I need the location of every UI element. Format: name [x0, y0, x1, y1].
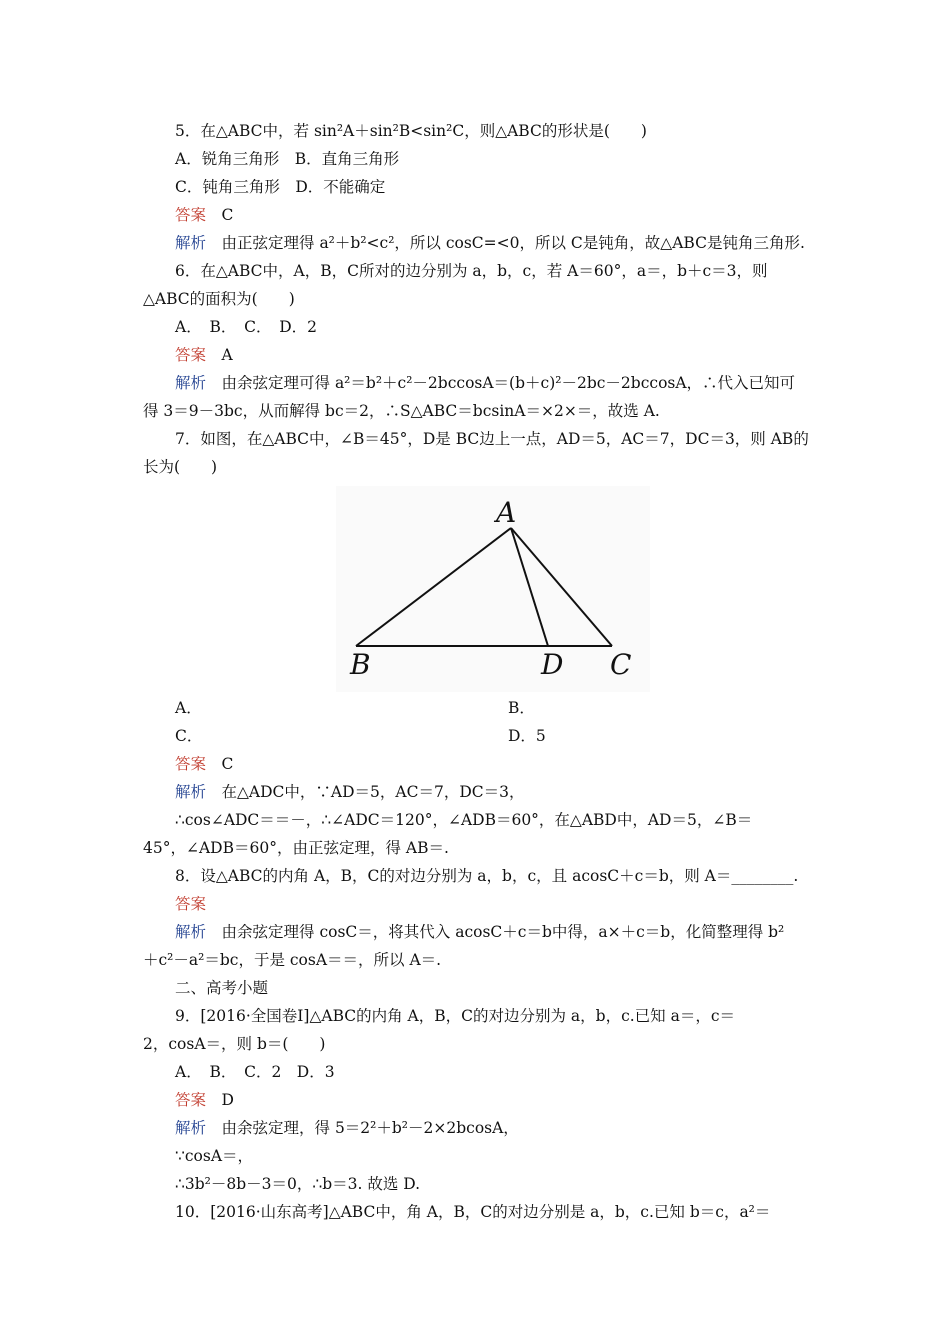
answer-label: 答案	[175, 346, 207, 364]
analysis-text: 由余弦定理，得 5＝2²＋b²－2×2bcosA，	[206, 1119, 519, 1137]
side-ac	[511, 528, 612, 646]
q8-answer	[175, 894, 206, 914]
q9-stem-cont: 2，cosA＝，则 b＝( )	[143, 1035, 326, 1053]
q6-stem-cont: △ABC的面积为( )	[143, 290, 295, 308]
q9-analysis-cont2: ∴3b²－8b－3＝0，∴b＝3. 故选 D.	[175, 1175, 421, 1193]
analysis-label: 解析	[175, 1119, 207, 1137]
q7-analysis-cont1: ∴cos∠ADC＝＝－，∴∠ADC＝120°，∠ADB＝60°，在△ABD中，AD＝5，∠B＝	[175, 811, 753, 829]
q5-answer	[175, 205, 233, 225]
q8-analysis	[175, 922, 784, 942]
analysis-label: 解析	[175, 374, 207, 392]
vertex-label-b: B	[350, 648, 371, 681]
answer-value: A	[206, 346, 233, 364]
q7-analysis-cont2: 45°，∠ADB＝60°，由正弦定理，得 AB＝.	[143, 839, 449, 857]
triangle-diagram	[336, 486, 650, 692]
q6-analysis	[175, 373, 795, 393]
analysis-text: 由余弦定理可得 a²＝b²＋c²－2bccosA＝(b＋c)²－2bc－2bccosA，∴代入已知可	[206, 374, 796, 392]
q5-stem: 5．在△ABC中，若 sin²A＋sin²B<sin²C，则△ABC的形状是( )	[175, 122, 647, 140]
analysis-label: 解析	[175, 783, 207, 801]
q7-option-d: D．5	[508, 727, 546, 745]
answer-value: D	[206, 1091, 234, 1109]
q5-analysis	[175, 233, 805, 253]
q7-stem-cont: 长为( )	[143, 458, 218, 476]
q7-analysis	[175, 782, 524, 802]
point-label-d: D	[541, 648, 564, 681]
vertex-label-a: A	[496, 496, 517, 529]
q6-answer	[175, 345, 233, 365]
q5-options-cd: C．钝角三角形 D．不能确定	[175, 178, 386, 196]
q9-analysis-cont1: ∵cosA＝，	[175, 1147, 254, 1165]
q6-analysis-cont: 得 3＝9－3bc，从而解得 bc＝2，∴S△ABC＝bcsinA＝×2×＝，故选 A.	[143, 402, 660, 420]
answer-value: C	[206, 755, 234, 773]
answer-label: 答案	[175, 1091, 207, 1109]
q10-stem: 10．[2016·山东高考]△ABC中，角 A，B，C的对边分别是 a，b，c.已知 b＝c，a²＝	[175, 1203, 771, 1221]
q9-stem: 9．[2016·全国卷Ⅰ]△ABC的内角 A，B，C的对边分别为 a，b，c.已知 a＝，c＝	[175, 1007, 736, 1025]
q9-options: A． B． C．2 D．3	[175, 1063, 335, 1081]
vertex-label-c: C	[610, 648, 632, 681]
q9-answer	[175, 1090, 234, 1110]
answer-label: 答案	[175, 895, 207, 913]
q6-options: A． B． C． D．2	[175, 318, 317, 336]
answer-label: 答案	[175, 206, 207, 224]
q7-answer	[175, 754, 233, 774]
answer-label: 答案	[175, 755, 207, 773]
segment-ad	[511, 528, 548, 646]
section-heading: 二、高考小题	[175, 979, 269, 997]
q7-option-b: B．	[508, 699, 535, 717]
q5-options-ab: A．锐角三角形 B．直角三角形	[175, 150, 400, 168]
q8-stem: 8．设△ABC的内角 A，B，C的对边分别为 a，b，c，且 acosC＋c＝b，则 A＝________.	[175, 867, 799, 885]
analysis-text: 由余弦定理得 cosC＝，将其代入 acosC＋c＝b中得，a×＋c＝b，化简整理得 b²	[206, 923, 785, 941]
triangle-figure	[336, 486, 650, 692]
q9-analysis	[175, 1118, 519, 1138]
analysis-text: 由正弦定理得 a²＋b²<c²，所以 cosC=<0，所以 C是钝角，故△ABC是钝角三角形.	[206, 234, 805, 252]
q8-analysis-cont: ＋c²－a²＝bc，于是 cosA＝＝，所以 A＝.	[143, 951, 442, 969]
analysis-label: 解析	[175, 923, 207, 941]
side-ab	[356, 528, 511, 646]
analysis-text: 在△ADC中，∵AD＝5，AC＝7，DC＝3，	[206, 783, 525, 801]
analysis-label: 解析	[175, 234, 207, 252]
answer-value: C	[206, 206, 234, 224]
q7-option-a: A．	[175, 699, 202, 717]
q7-stem: 7．如图，在△ABC中，∠B＝45°，D是 BC边上一点，AD＝5，AC＝7，DC＝3，则 AB的	[175, 430, 809, 448]
q7-option-c: C．	[175, 727, 203, 745]
q6-stem: 6．在△ABC中，A，B，C所对的边分别为 a，b，c，若 A＝60°，a＝，b＋c＝3，则	[175, 262, 768, 280]
